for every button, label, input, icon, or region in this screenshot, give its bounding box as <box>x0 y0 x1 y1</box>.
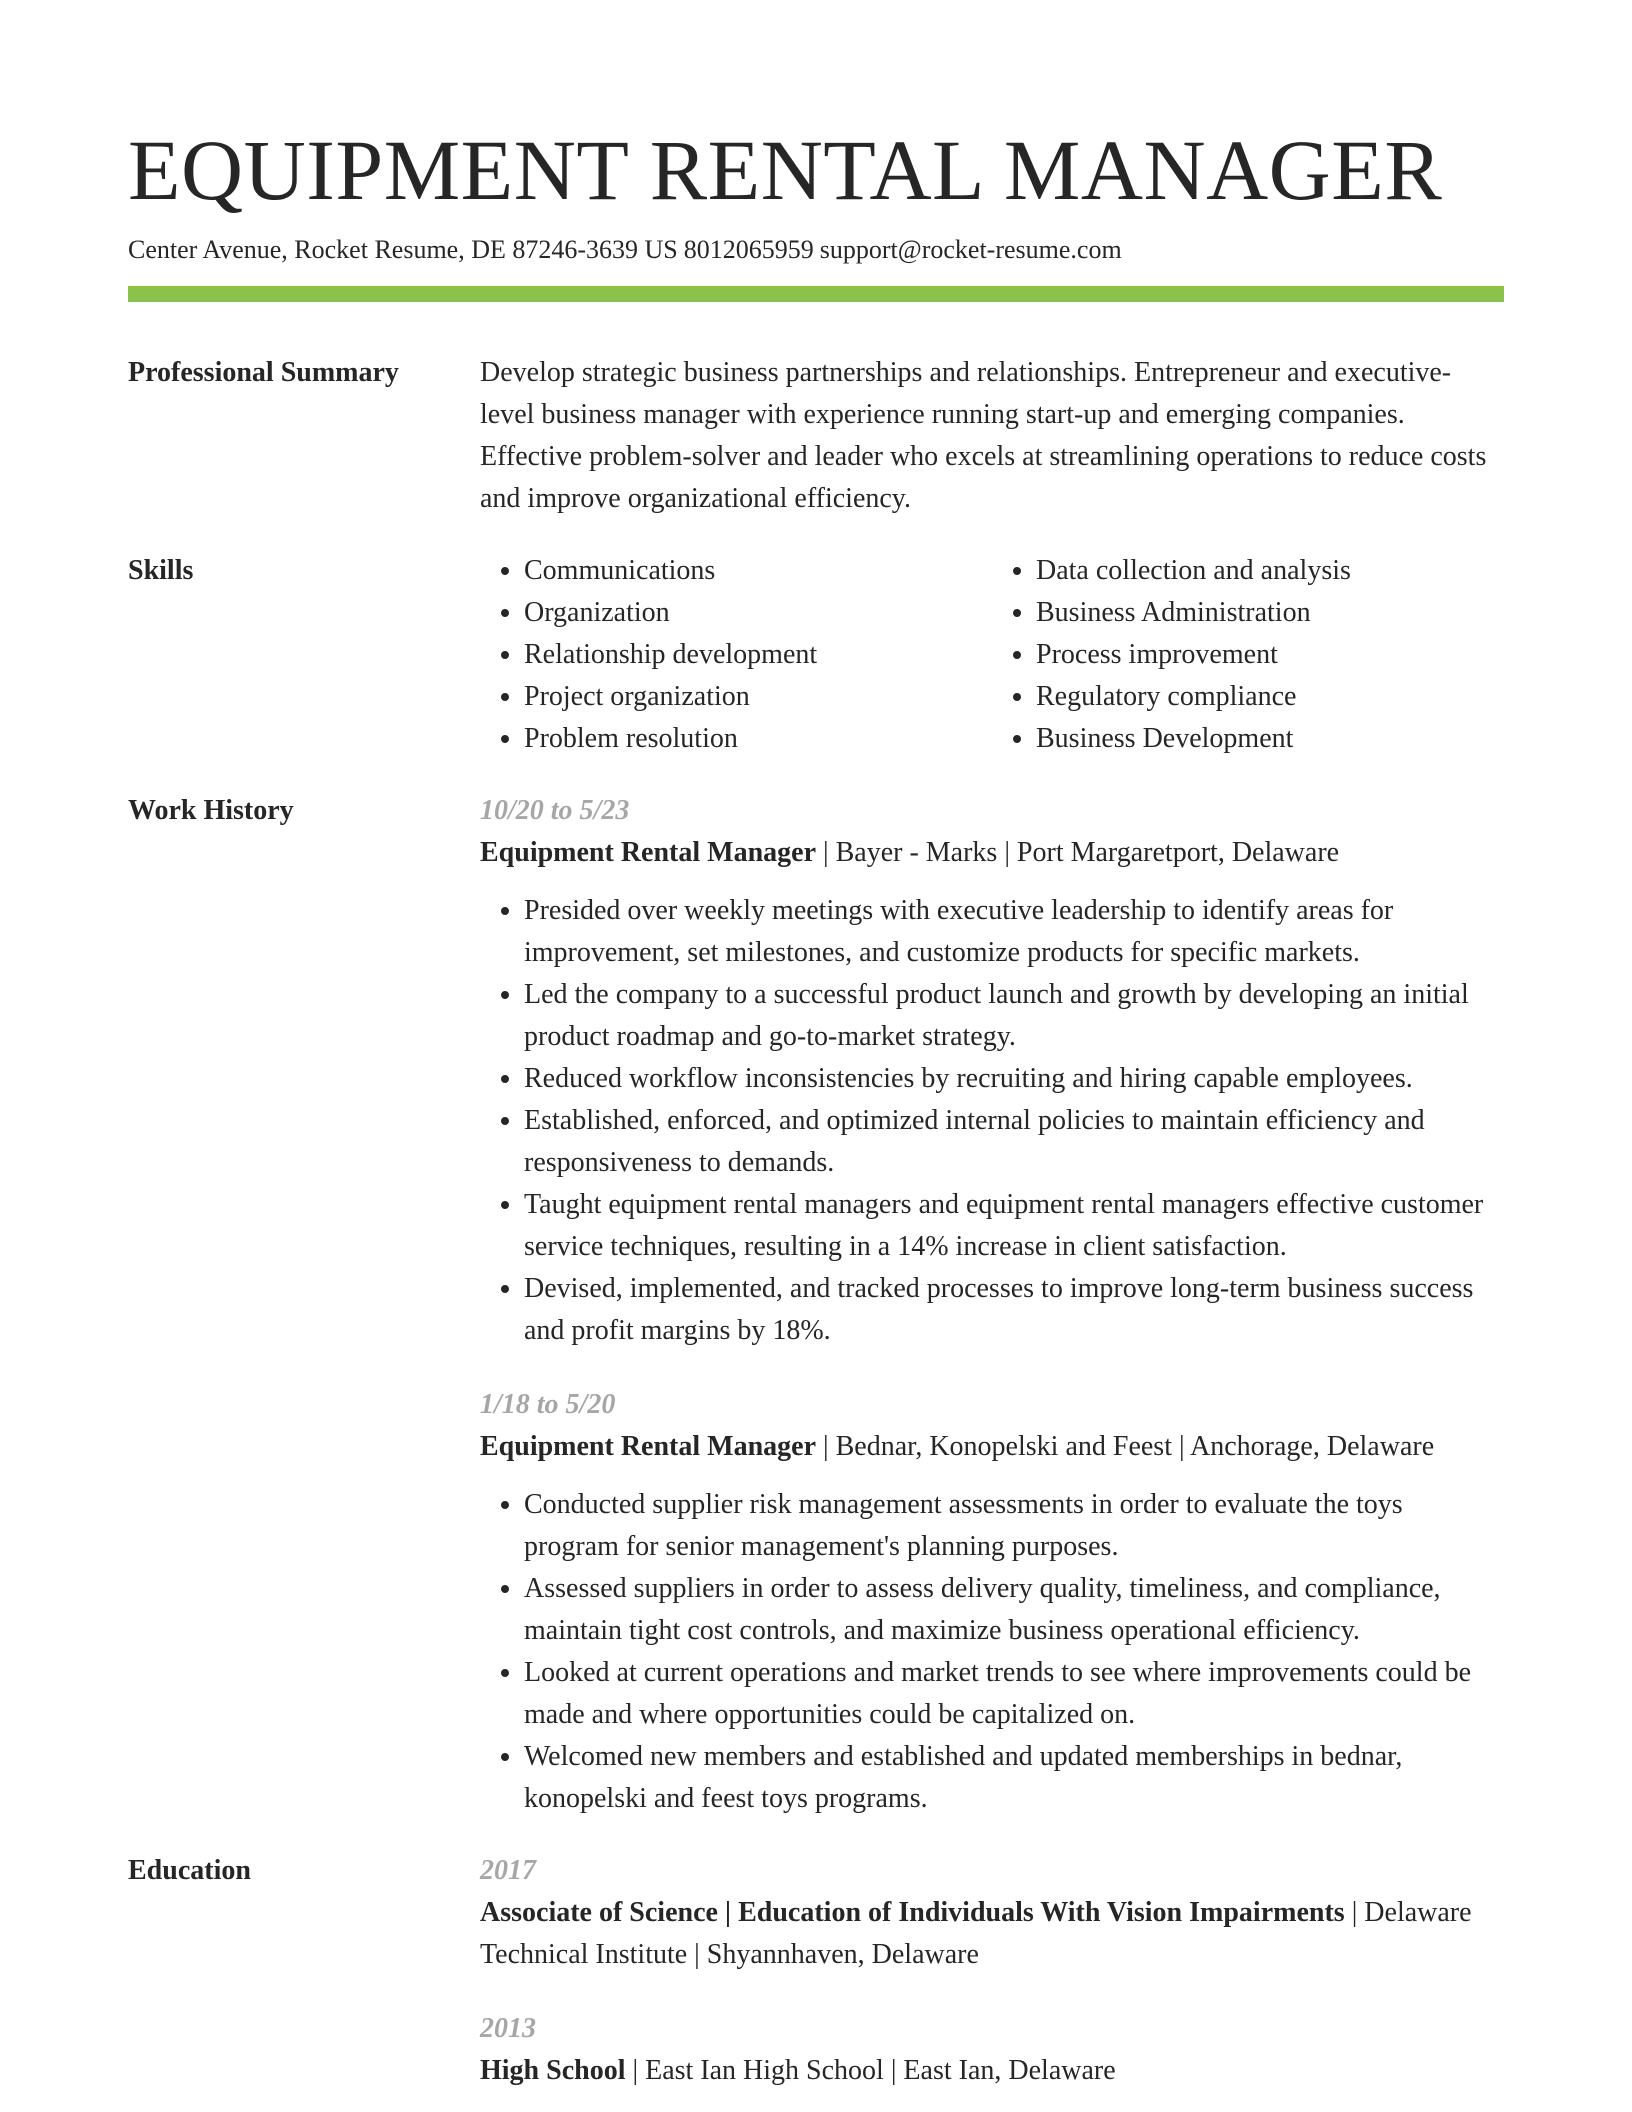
skill-item: • Communications <box>524 550 992 592</box>
job-bullet: • Conducted supplier risk management assessments in order to evaluate the toys program for senior management's planning purposes. <box>524 1484 1504 1568</box>
job-bullet: • Led the company to a successful product launch and growth by developing an initial product roadmap and go-to-market strategy. <box>524 974 1504 1058</box>
job-entry <box>480 1384 1504 1820</box>
job-bullet: • Taught equipment rental managers and equipment rental managers effective customer service techniques, resulting in a 14% increase in client satisfaction. <box>524 1184 1504 1268</box>
job-bullet: • Established, enforced, and optimized internal policies to maintain efficiency and responsiveness to demands. <box>524 1100 1504 1184</box>
work-history-section <box>128 790 1504 1820</box>
skill-item: • Process improvement <box>1036 634 1504 676</box>
resume-title: EQUIPMENT RENTAL MANAGER <box>128 122 1443 218</box>
skill-item: • Business Administration <box>1036 592 1504 634</box>
job-bullets <box>480 1484 1504 1820</box>
skill-item: • Regulatory compliance <box>1036 676 1504 718</box>
summary-section <box>128 352 1504 520</box>
contact-email: support@rocket-resume.com <box>819 235 1122 264</box>
education-heading <box>480 2050 1504 2092</box>
job-heading <box>480 1426 1504 1468</box>
education-section <box>128 1850 1504 2092</box>
education-year: 2013 <box>480 2013 536 2044</box>
education-degree: Associate of Science | Education of Individuals With Vision Impairments <box>480 1897 1345 1928</box>
skill-item: • Business Development <box>1036 718 1504 760</box>
education-year: 2017 <box>480 1855 536 1886</box>
job-heading <box>480 832 1504 874</box>
contact-line <box>128 232 1504 268</box>
job-dates: 1/18 to 5/20 <box>480 1389 616 1420</box>
job-bullet: • Presided over weekly meetings with executive leadership to identify areas for improvement, set milestones, and customize products for specific markets. <box>524 890 1504 974</box>
section-label-summary: Professional Summary <box>128 357 399 388</box>
job-bullets <box>480 890 1504 1352</box>
job-dates: 10/20 to 5/23 <box>480 795 630 826</box>
job-title: Equipment Rental Manager <box>480 1431 816 1462</box>
skills-section <box>128 550 1504 760</box>
job-details: | Bayer - Marks | Port Margaretport, Delaware <box>816 837 1340 868</box>
education-entry <box>480 2008 1504 2092</box>
skill-item: • Project organization <box>524 676 992 718</box>
header-divider <box>128 286 1504 302</box>
contact-address: Center Avenue, Rocket Resume, DE 87246-3639 US <box>128 235 678 264</box>
job-details: | Bednar, Konopelski and Feest | Anchorage, Delaware <box>816 1431 1435 1462</box>
job-entry <box>480 790 1504 1352</box>
skill-item: • Relationship development <box>524 634 992 676</box>
section-label-education: Education <box>128 1855 251 1886</box>
education-details: | Delaware Technical Institute | Shyannhaven, Delaware <box>480 1897 1472 1970</box>
skills-list-left <box>480 550 992 760</box>
job-bullet: • Assessed suppliers in order to assess delivery quality, timeliness, and compliance, maintain tight cost controls, and maximize business operational efficiency. <box>524 1568 1504 1652</box>
education-degree: High School <box>480 2055 626 2086</box>
skill-item: • Problem resolution <box>524 718 992 760</box>
job-bullet: • Welcomed new members and established and updated memberships in bednar, konopelski and feest toys programs. <box>524 1736 1504 1820</box>
job-bullet: • Looked at current operations and market trends to see where improvements could be made and where opportunities could be capitalized on. <box>524 1652 1504 1736</box>
education-heading <box>480 1892 1504 1976</box>
job-title: Equipment Rental Manager <box>480 837 816 868</box>
skill-item: • Data collection and analysis <box>1036 550 1504 592</box>
section-label-work: Work History <box>128 795 294 826</box>
education-details: | East Ian High School | East Ian, Delaware <box>625 2055 1116 2086</box>
education-entry <box>480 1850 1504 1976</box>
contact-phone: 8012065959 <box>683 235 814 264</box>
job-bullet: • Reduced workflow inconsistencies by recruiting and hiring capable employees. <box>524 1058 1504 1100</box>
summary-text: Develop strategic business partnerships and relationships. Entrepreneur and executive-level business manager with experience running start-up and emerging companies. Effective problem-solver and leader who excels at streamlining operations to reduce costs and improve organizational efficiency. <box>480 357 1487 514</box>
skills-list-right <box>992 550 1504 760</box>
skill-item: • Organization <box>524 592 992 634</box>
section-label-skills: Skills <box>128 555 194 586</box>
job-bullet: • Devised, implemented, and tracked processes to improve long-term business success and profit margins by 18%. <box>524 1268 1504 1352</box>
